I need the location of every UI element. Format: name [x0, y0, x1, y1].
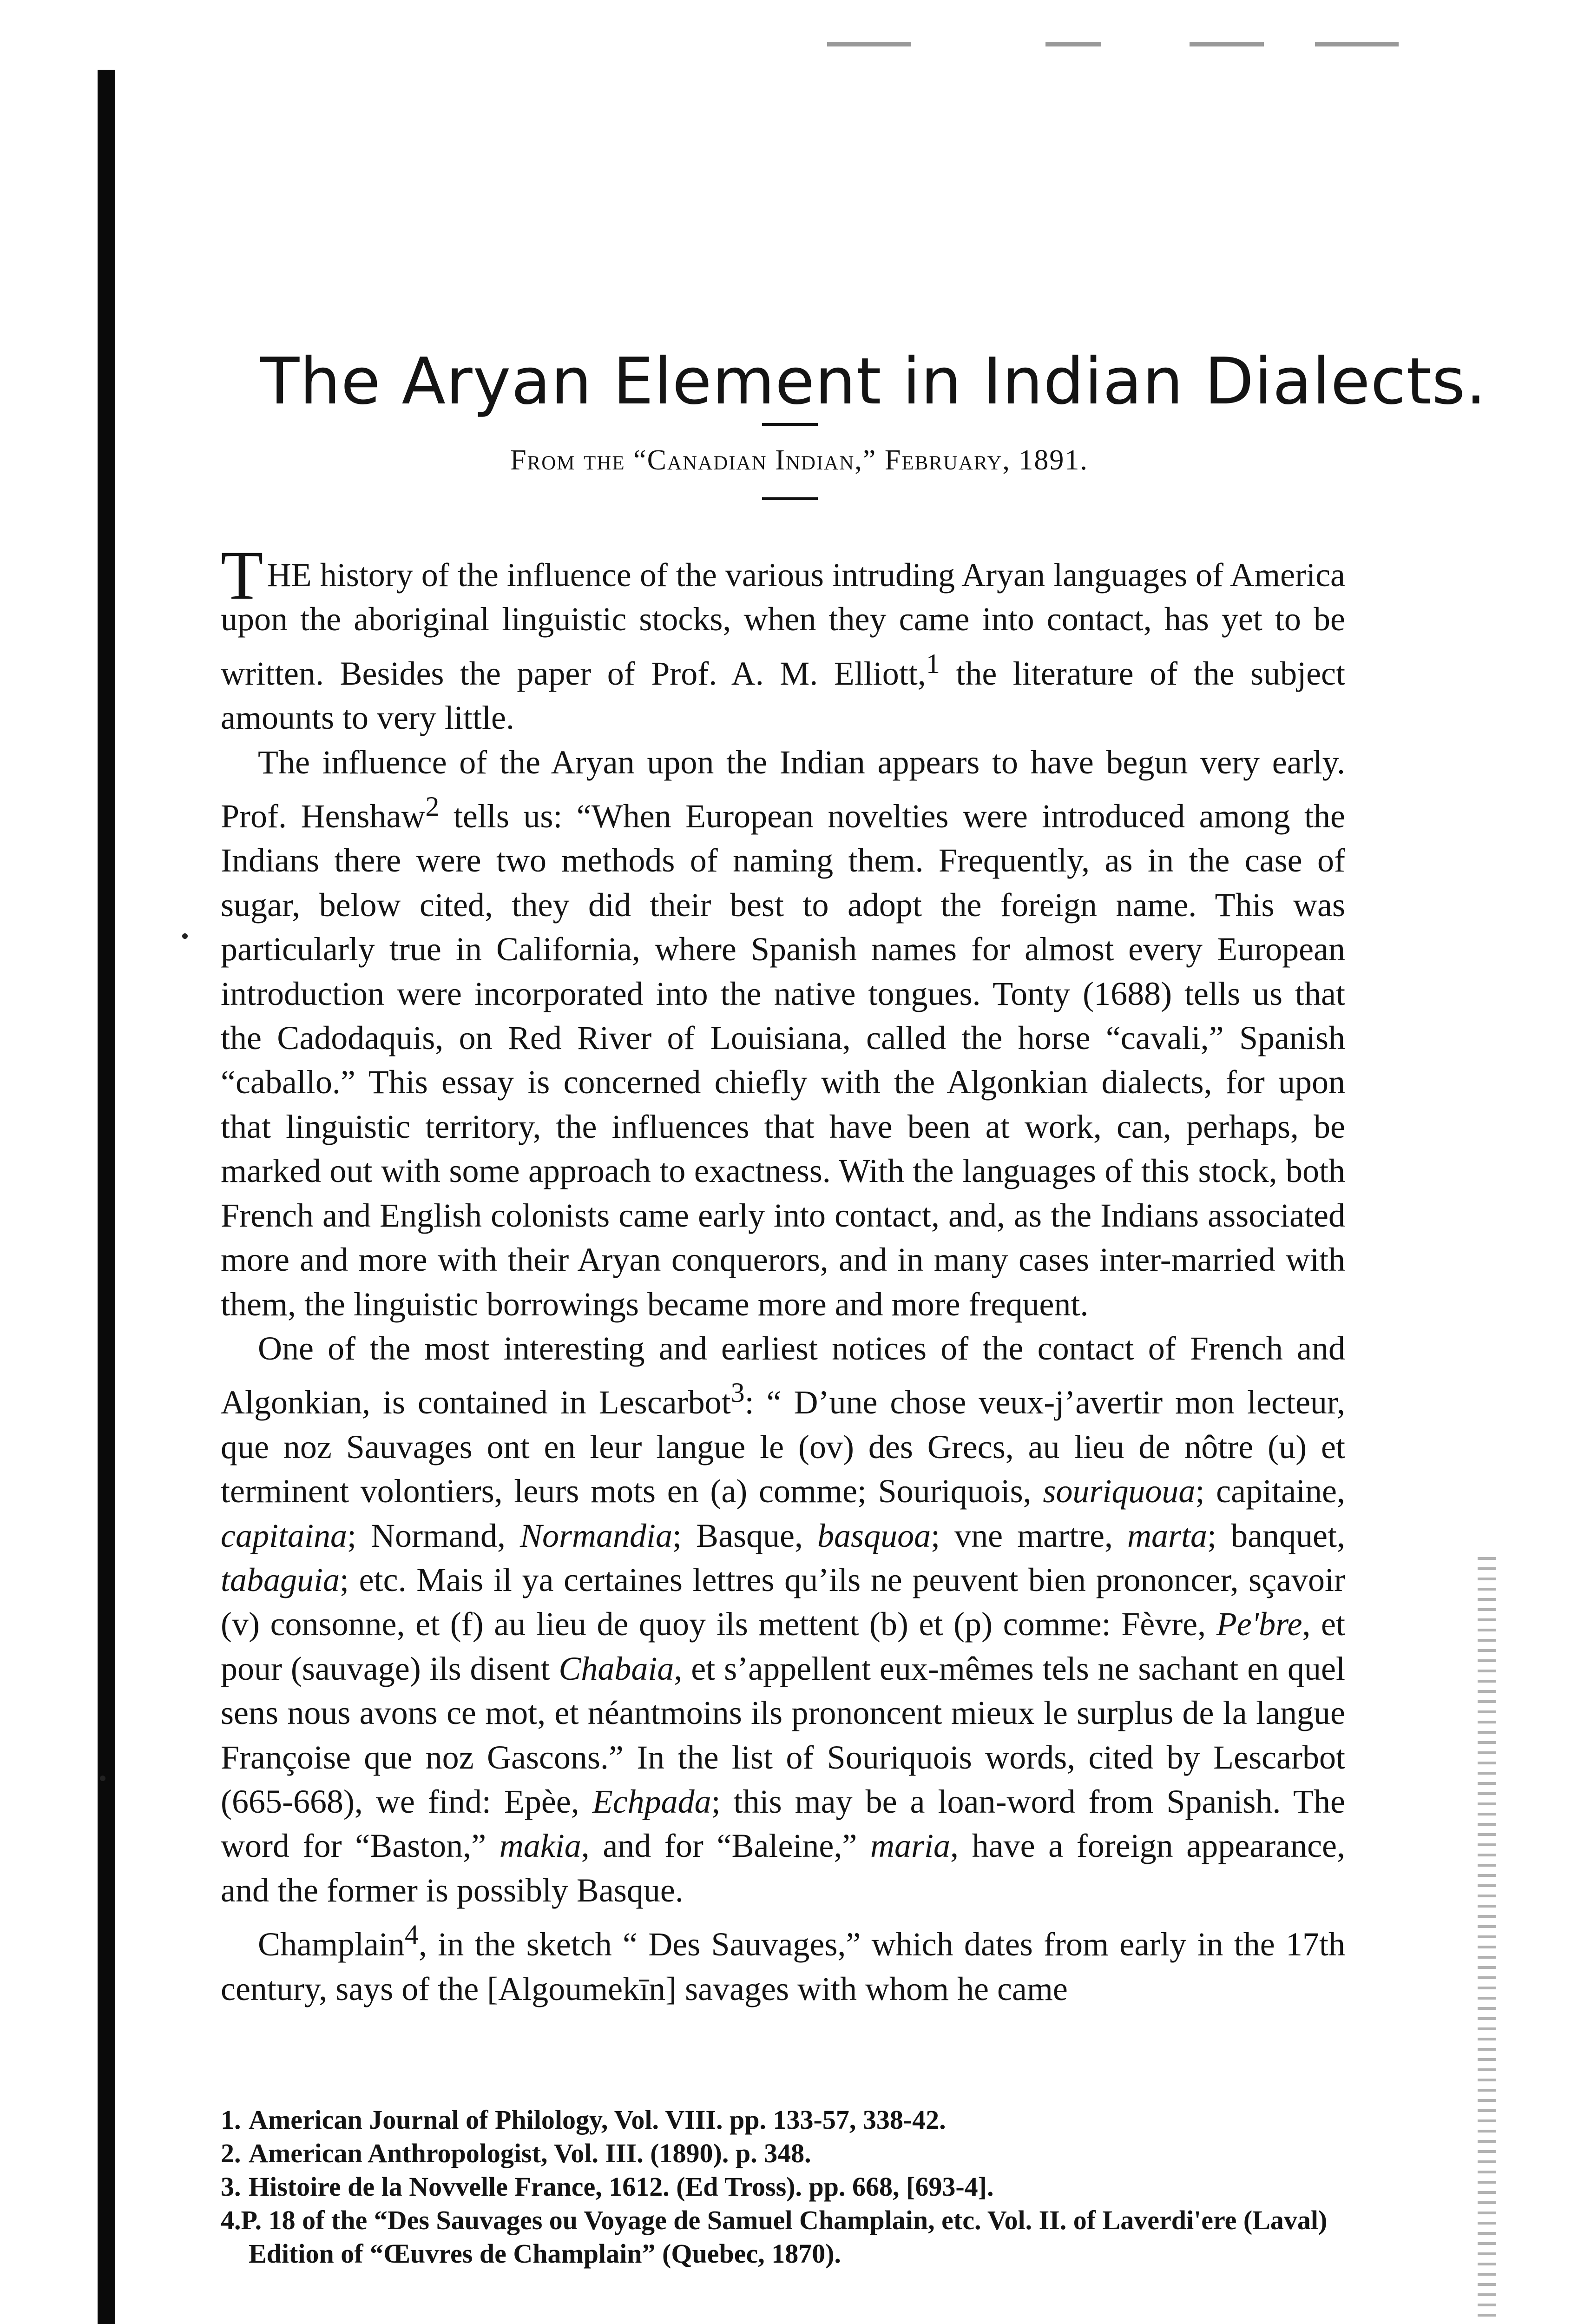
footnote: 2. American Anthropologist, Vol. III. (1890). p. 348. [221, 2138, 811, 2168]
scan-speck [100, 1776, 105, 1781]
footnote-ref[interactable]: 4 [404, 1919, 419, 1950]
footnotes [221, 2103, 1345, 2271]
title-rule [762, 423, 818, 426]
footnote: 3. Histoire de la Novvelle France, 1612. (Ed Tross). pp. 668, [693-4]. [221, 2172, 994, 2202]
footnote: 1. American Journal of Philology, Vol. VIII. pp. 133-57, 338-42. [221, 2105, 946, 2135]
footnote-ref[interactable]: 2 [425, 791, 440, 822]
paragraph-3: One of the most interesting and earliest notices of the contact of French and Algonkian, is contained in Lescarbot$^3$: “ D’une chose veux-j’avertir mon lecteur, que noz Sauvages ont en leur langue le (ov) des Grecs, au lieu de nôtre (u) et terminent volontiers, leurs mots en (a) comme; Souriquois, souriquoua; capitaine, capitaina; Normand, Normandia; Basque, basquoa; vne martre, marta; banquet, tabaguia; etc. Mais il ya certaines lettres qu’ils ne peuvent bien prononcer, sçavoir (v) consonne, et (f) au lieu de quoy ils mettent (b) et (p) comme: Fèvre, Pe'bre, et pour (sauvage) ils disent Chabaia, et s’appellent eux-mêmes tels ne sachant en quel sens nous avons ce mot, et néantmoins ils prononcent mieux le surplus de la langue Françoise que noz Gascons.” In the list of Souriquois words, cited by Lescarbot (665-668), we find: Epèe, Echpada; this may be a loan-word from Spanish. The word for “Baston,” makia, and for “Baleine,” maria, have a foreign appearance, and the former is possibly Basque. [221, 1329, 1345, 1909]
drop-cap: T [221, 537, 263, 614]
scan-smudge [1045, 42, 1101, 46]
scan-smudge [827, 42, 911, 46]
scan-speck [182, 933, 188, 939]
binding-edge-shadow [98, 70, 115, 2324]
footnote-ref[interactable]: 3 [730, 1377, 745, 1408]
page-edge-noise [1478, 1557, 1496, 2324]
footnote-ref[interactable]: 1 [926, 648, 940, 679]
article-title: The Aryan Element in Indian Dialects. [260, 344, 1487, 419]
footnote: 4.P. 18 of the “Des Sauvages ou Voyage de Samuel Champlain, etc. Vol. II. of Laverdi'ere (Laval) Edition of “Œuvres de Champlain” (Quebec, 1870). [221, 2205, 1328, 2269]
scan-smudge [1190, 42, 1264, 46]
article-body [221, 537, 1346, 2011]
paragraph-2: The influence of the Aryan upon the Indian appears to have begun very early. Prof. Henshaw$^2$ tells us: “When European novelties were introduced among the Indians there were two methods of naming them. Frequently, as in the case of sugar, below cited, they did their best to adopt the foreign name. This was particularly true in California, where Spanish names for almost every European introduction were incorporated into the native tongues. Tonty (1688) tells us that the Cadodaquis, on Red River of Louisiana, called the horse “cavali,” Spanish “caballo.” This essay is concerned chiefly with the Algonkian dialects, for upon that linguistic territory, the influences that have been at work, can, perhaps, be marked out with some approach to exactness. With the languages of this stock, both French and English colonists came early into contact, and, as the Indians associated more and more with their Aryan conquerors, and in many cases inter-married with them, the linguistic borrowings became more and more frequent. [221, 743, 1346, 1323]
scan-smudge [1315, 42, 1399, 46]
article-source-line: From the “Canadian Indian,” February, 1891. [510, 444, 1088, 476]
paragraph-1: THE history of the influence of the various intruding Aryan languages of America upon the aboriginal linguistic stocks, when they came into contact, has yet to be written. Besides the paper of Prof. A. M. Elliott,$^1$ the literature of the subject amounts to very little. [221, 537, 1345, 737]
source-rule [762, 497, 818, 500]
paragraph-4: Champlain$^4$, in the sketch “ Des Sauvages,” which dates from early in the 17th century, says of the [Algoumekīn] savages with whom he came [221, 1919, 1345, 2007]
